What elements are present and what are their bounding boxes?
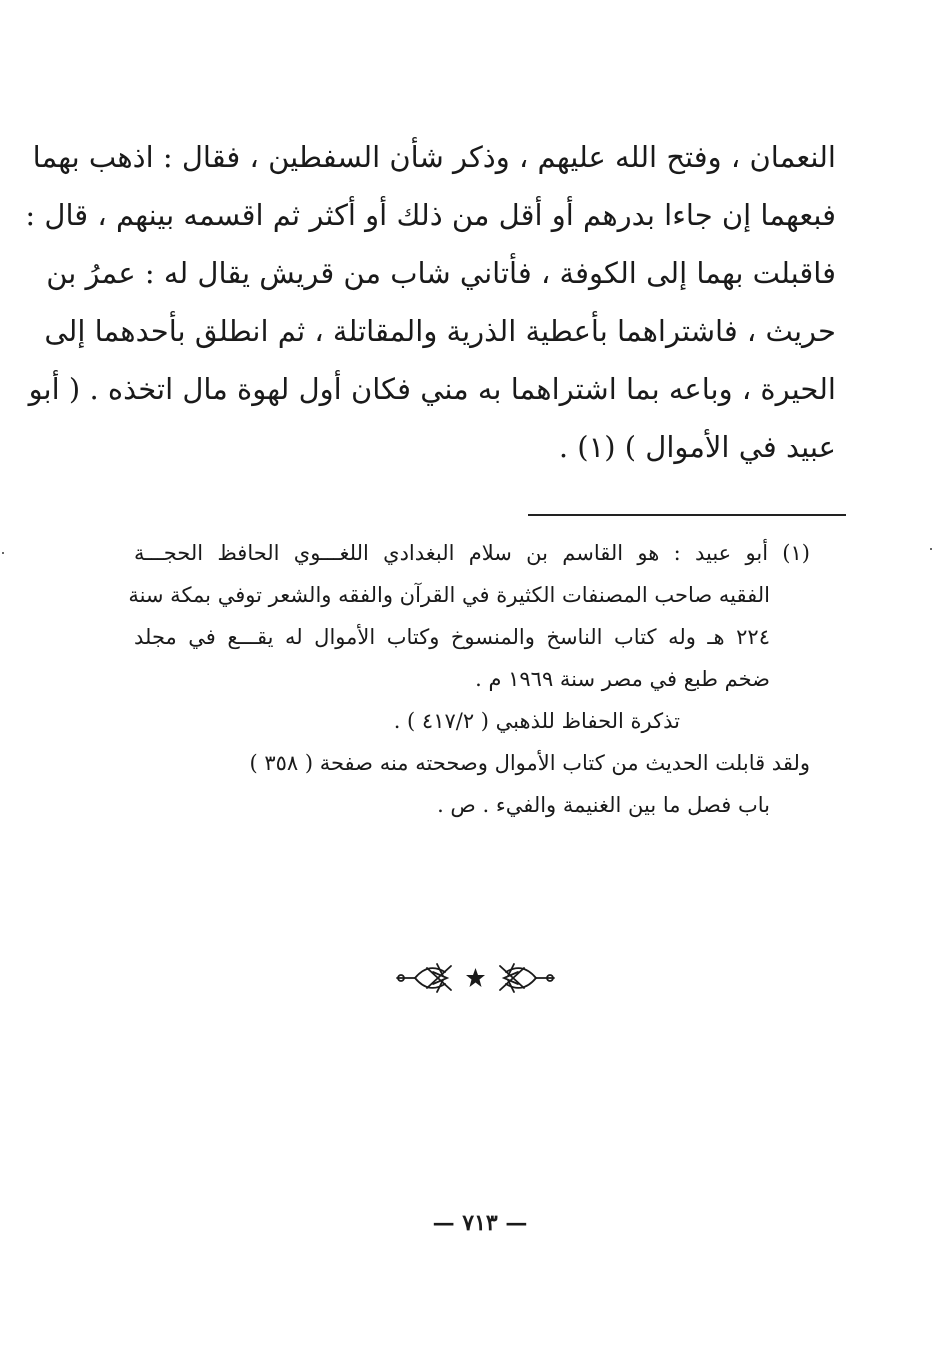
page-number: — ٧١٣ — <box>432 1210 528 1236</box>
main-text-line-6: عبيد في الأموال ) (١) . <box>558 430 836 464</box>
main-text-line-2: فبعهما إن جاءا بدرهم أو أقل من ذلك أو أكثر ثم اقسمه بينهم ، قال : <box>25 198 836 232</box>
footnote-line-5: تذكرة الحفاظ للذهبي ( ٤١٧/٢ ) . <box>393 709 680 733</box>
main-text-line-1: النعمان ، وفتح الله عليهم ، وذكر شأن السفطين ، فقال : اذهب بهما <box>32 140 836 174</box>
footnote-line-3: ٢٢٤ هـ وله كتاب الناسخ والمنسوخ وكتاب الأموال له يقـــع في مجلد <box>134 625 770 649</box>
footnote-line-7: باب فصل ما بين الغنيمة والفيء . ص . <box>437 793 770 817</box>
main-text-block <box>25 128 836 476</box>
scan-edge-mark <box>930 548 932 550</box>
main-text-line-5: الحيرة ، وباعه بما اشتراهما به مني فكان أول لهوة مال اتخذه . ( أبو <box>28 372 836 406</box>
scan-edge-mark <box>2 552 4 554</box>
footnotes-block <box>128 532 810 826</box>
footnote-line-2: الفقيه صاحب المصنفات الكثيرة في القرآن والفقه والشعر توفي بمكة سنة <box>128 583 770 607</box>
footnote-line-4: ضخم طبع في مصر سنة ١٩٦٩ م . <box>475 667 770 691</box>
footnote-separator <box>528 514 846 516</box>
main-text-line-4: حريث ، فاشتراهما بأعطية الذرية والمقاتلة ، ثم انطلق بأحدهما إلى <box>44 314 836 348</box>
main-text-line-3: فاقبلت بهما إلى الكوفة ، فأتاني شاب من قريش يقال له : عمرُ بن <box>46 256 836 290</box>
footnote-line-6: ولقد قابلت الحديث من كتاب الأموال وصححته منه صفحة ( ٣٥٨ ) <box>249 751 810 775</box>
footnote-line-1: (١) أبو عبيد : هو القاسم بن سلام البغدادي اللغـــوي الحافظ الحجـــة <box>134 541 810 565</box>
ornament-divider-icon <box>393 958 558 998</box>
